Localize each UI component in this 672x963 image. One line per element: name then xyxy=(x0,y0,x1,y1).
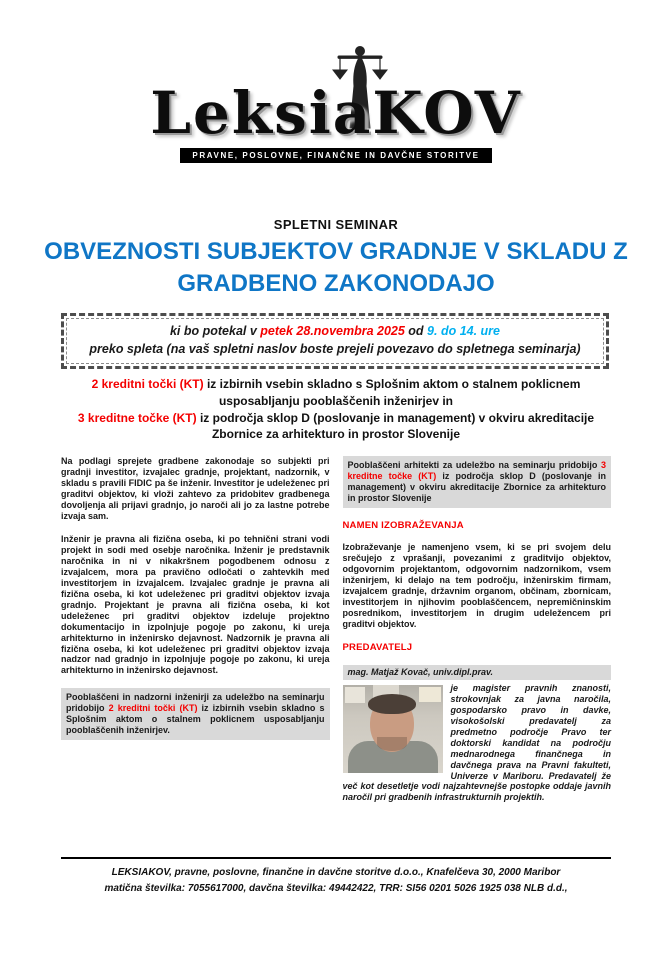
photo-window-pane xyxy=(419,687,441,702)
logo xyxy=(150,78,522,147)
right-credits-points: 3 kreditne točke (KT) xyxy=(347,460,606,481)
footer-company-line: LEKSIAKOV, pravne, poslovne, finančne in davčne storitve d.o.o., Knafelčeva 30, 2000 Maribor xyxy=(111,867,561,878)
heading-purpose: NAMEN IZOBRAŽEVANJA xyxy=(342,519,464,531)
credit-item-1-points: 2 kreditni točki (KT) xyxy=(91,377,204,391)
right-paragraph-architects-credits xyxy=(343,456,612,508)
presenter-bio-block xyxy=(343,683,612,804)
footer-registration-line: matična številka: 7055617000, davčna številka: 49442422, TRR: SI56 0201 5026 1925 038 NLB d.d., xyxy=(104,882,568,894)
presenter-bio-text: je magister pravnih znanosti, strokovnjak za javna naročila, gospodarsko pravo in davke, visokošolski predavatelj za predmetno področje Pravo ter doktorski kandidat na področju mednarodnega finančnega in davčnega prava na Pravni fakulteti, Univerze v Mariboru. Predavatelj že več kot desetletje vodi najzahtevnejše postopke oddaje javnih naročil pri gradbenih infrastrukturnih projektih. xyxy=(342,682,611,803)
presenter-name: mag. Matjaž Kovač, univ.dipl.prav. xyxy=(343,665,612,680)
body-columns xyxy=(61,456,611,803)
logo-block xyxy=(0,78,672,163)
photo-hair xyxy=(368,694,416,714)
left-paragraph-roles: Inženir je pravna ali fizična oseba, ki po tehnični strani vodi projekt in sodi med osebje naročnika. Inženir je predstavnik naročnika in ni v nikakršnem pogodbenem odnosu z izvajalcem, mora pa pravično odločati o zahtevkih med investitorjem in izvajalcem. Izvajalec gradnje je pravna ali fizična oseba, ki kot udeleženec pri graditvi objektov izvaja gradnjo. Projektant je pravna ali fizična oseba, ki kot udeleženec pri graditvi objektov izdeluje projektno dokumentacijo in izpolnjuje pogoje po zakonu, ki ureja arhitekturno in inženirsko dejavnost. Nadzornik je pravna ali fizična oseba, ki kot udeleženec pri graditvi objektov izvaja nadzor nad gradnjo in izpolnjuje pogoje po zakonu, ki ureja arhitekturno in inženirsko dejavnost. xyxy=(61,533,330,676)
right-credits-suffix: iz področja sklop D (poslovanje in management) v okviru akreditacije Zbornice za arhitekturo in prostor Slovenije xyxy=(347,470,607,503)
credit-item-1-text: iz izbirnih vsebin skladno s Splošnim aktom o stalnem poklicnem usposabljanju pooblaščenih inženirjev in xyxy=(203,377,581,408)
photo-window-pane xyxy=(345,687,365,703)
credit-item-1 xyxy=(64,376,609,410)
credit-points xyxy=(64,376,609,443)
footer xyxy=(61,857,611,896)
right-credits-prefix: Pooblaščeni arhitekti za udeležbo na seminarju pridobijo xyxy=(347,460,601,470)
schedule-date: petek 28.novembra 2025 xyxy=(260,324,405,338)
schedule-box-inner xyxy=(66,318,604,364)
left-credits-suffix: iz izbirnih vsebin skladno s Splošnim aktom o stalnem poklicnem usposabljanju pooblaščenih inženirjev. xyxy=(66,703,325,736)
presenter-photo xyxy=(343,685,443,773)
schedule-box xyxy=(61,313,609,369)
left-credits-points: 2 kreditni točki (KT) xyxy=(108,703,198,714)
credit-item-2 xyxy=(64,410,609,444)
left-credits-prefix: Pooblaščeni in nadzorni inženirji za udeležbo na seminarju pridobijo xyxy=(66,692,325,714)
schedule-prefix: ki bo potekal v xyxy=(169,324,261,338)
page-title: OBVEZNOSTI SUBJEKTOV GRADNJE V SKLADU Z GRADBENO ZAKONODAJO xyxy=(44,238,628,298)
schedule-time: 9. do 14. ure xyxy=(427,324,500,338)
brand-wordmark: LeksiaKOV xyxy=(150,79,522,147)
photo-beard xyxy=(377,737,407,751)
schedule-line-1 xyxy=(73,322,597,340)
purpose-paragraph: Izobraževanje je namenjeno vsem, ki se pri svojem delu srečujejo z vprašanji, povezanimi z graditvijo objektov, odgovornim projektantom, odgovornim nadzornikom, vsem inženirjem, ki delajo na tem področju, inženirskim firmam, izvajalcem gradnje, državnim organom, občinam, zbornicam, investitorjem in njihovim pooblaščencem, nepremičninskim posrednikom, investitorjem in drugim udeležencem pri graditvi objektov. xyxy=(342,542,611,630)
left-paragraph-subjects: Na podlagi sprejete gradbene zakonodaje so subjekti pri gradnji investitor, izvajalec gradnje, projektant, nadzornik, v skladu s pravili FIDIC pa še inženir. Investitor je udeleženec pri graditvi objektov, ki vloži zahtevo za pridobitev gradbenega dovoljenja ali prijavi gradnjo, jo naroči ali jo za lastne potrebe izvaja sam. xyxy=(61,456,330,521)
schedule-line-2: preko spleta (na vaš spletni naslov boste prejeli povezavo do spletnega seminarja) xyxy=(89,342,581,357)
credit-item-2-points: 3 kreditne točke (KT) xyxy=(77,410,197,425)
schedule-mid: od xyxy=(404,324,428,338)
heading-presenter: PREDAVATELJ xyxy=(342,642,413,654)
right-column xyxy=(343,456,612,803)
brand-tagline-bar: PRAVNE, POSLOVNE, FINANČNE IN DAVČNE STORITVE xyxy=(180,148,491,163)
credit-item-2-text: iz področja sklop D (poslovanje in management) v okviru akreditacije Zbornice za arhitekturo in prostor Slovenije xyxy=(196,410,595,442)
left-column xyxy=(61,456,330,803)
seminar-kicker: SPLETNI SEMINAR xyxy=(273,217,399,232)
left-paragraph-engineers-credits xyxy=(61,688,330,740)
